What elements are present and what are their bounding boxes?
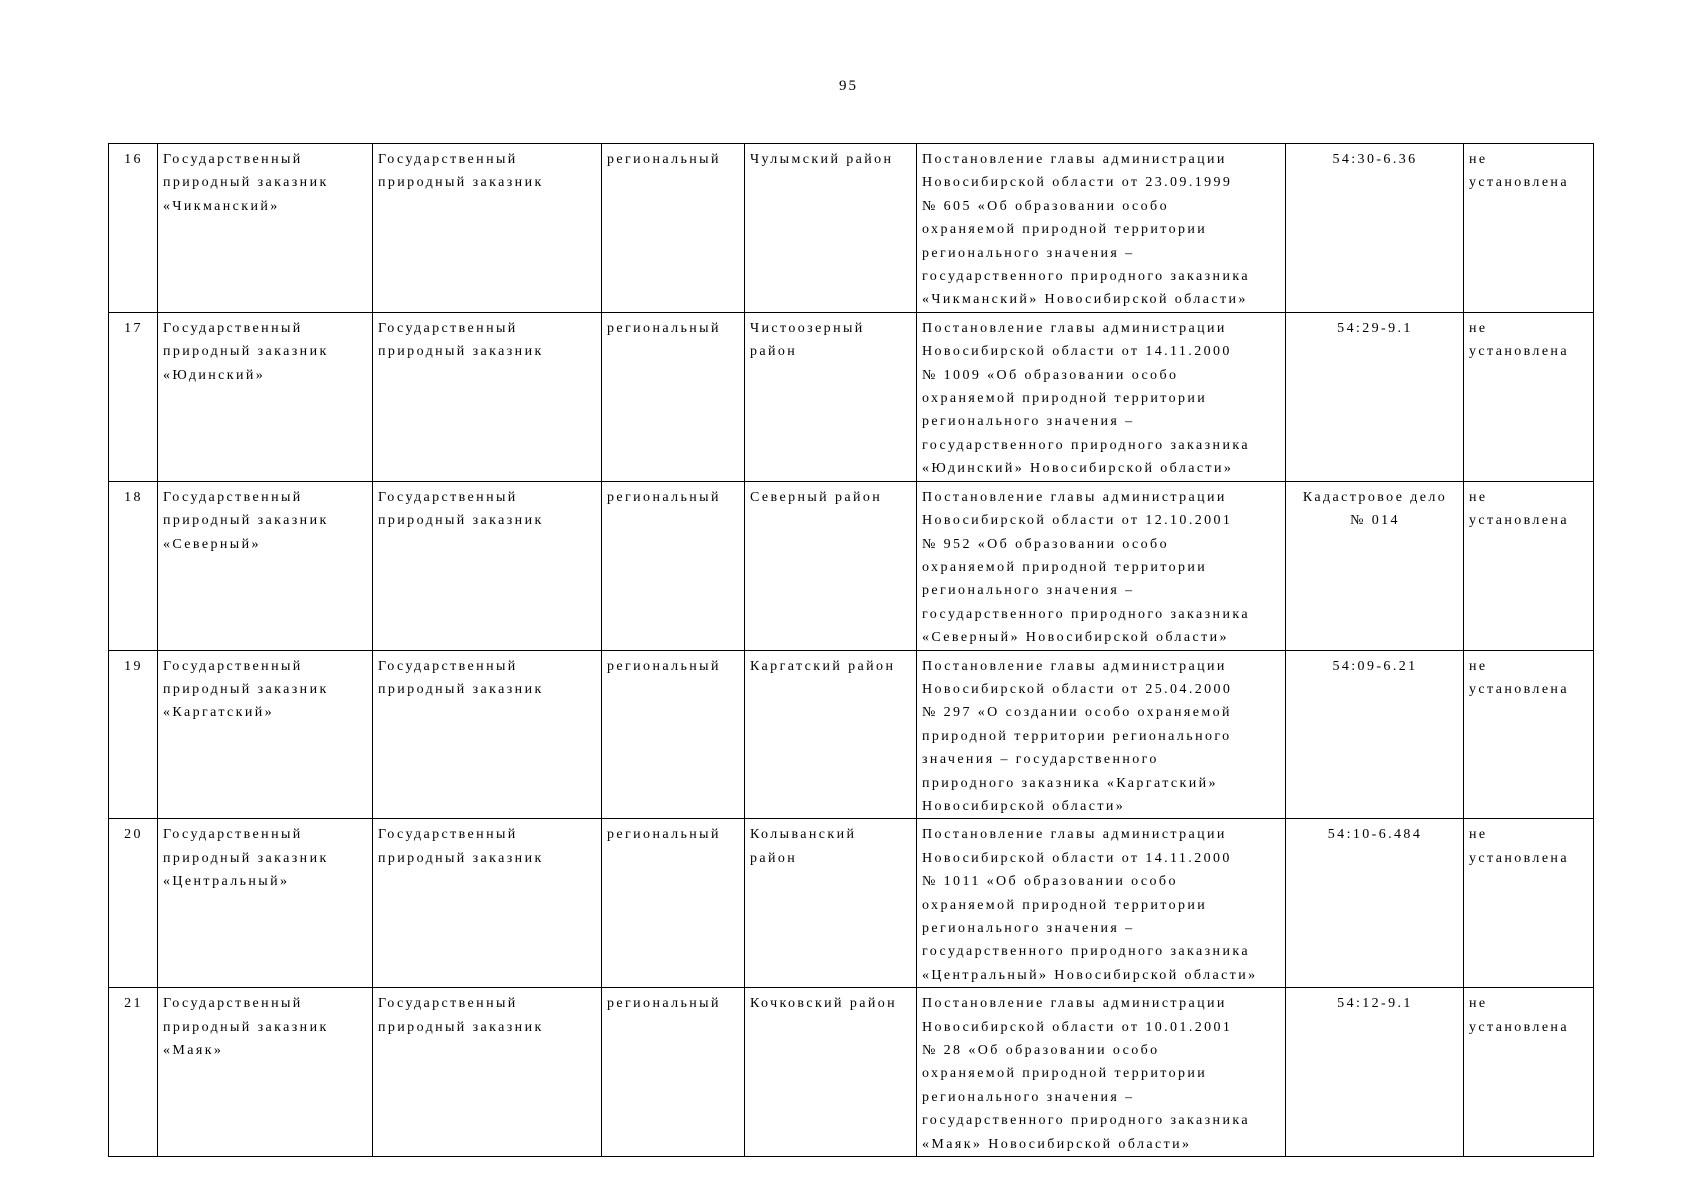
area-type-line: природный заказник [378,681,544,697]
area-name-line: «Северный» [163,536,261,552]
legal-document-line: регионального значения – [922,583,1135,599]
area-name-line: природный заказник [163,175,329,191]
legal-document-line: природной территории регионального [922,728,1232,744]
row-number-cell: 21 [109,988,158,1157]
protection-zone-line: установлена [1469,850,1569,866]
area-type-cell [373,819,602,988]
protection-zone-line: не [1469,827,1488,843]
legal-document-line: Новосибирской области от 10.01.2001 [922,1019,1233,1035]
legal-document-line: № 297 «О создании особо охраняемой [922,705,1232,721]
cadastral-number-line: 54:12-9.1 [1337,996,1413,1012]
legal-document-line: Новосибирской области от 12.10.2001 [922,513,1233,529]
protection-zone-line: не [1469,489,1488,505]
protection-zone-line: установлена [1469,513,1569,529]
area-type-line: природный заказник [378,175,544,191]
legal-document-line: значения – государственного [922,752,1159,768]
legal-document-line: регионального значения – [922,1089,1135,1105]
protection-zone-line: установлена [1469,681,1569,697]
legal-document-line: Постановление главы администрации [922,827,1227,843]
cadastral-number-cell [1286,819,1464,988]
location-line: Кочковский район [750,996,898,1012]
legal-document-line: охраняемой природной территории [922,391,1208,407]
area-name-cell [158,312,373,481]
protection-zone-line: установлена [1469,1019,1569,1035]
area-name-line: Государственный [163,152,303,167]
protection-zone-cell [1464,312,1594,481]
legal-document-line: «Северный» Новосибирской области» [922,630,1229,646]
page-number: 95 [839,78,858,94]
cadastral-number-line: 54:10-6.484 [1327,827,1423,843]
area-name-line: природный заказник [163,344,329,360]
row-number-cell: 18 [109,481,158,650]
legal-document-line: Новосибирской области от 25.04.2000 [922,681,1233,697]
row-number-cell: 20 [109,819,158,988]
legal-document-line: Новосибирской области от 14.11.2000 [922,344,1232,360]
legal-document-line: государственного природного заказника [922,269,1250,285]
location-cell [745,650,917,819]
table-row [109,819,1594,988]
legal-document-line: регионального значения – [922,414,1135,430]
protection-zone-cell [1464,988,1594,1157]
legal-document-line: охраняемой природной территории [922,559,1208,575]
area-type-cell [373,988,602,1157]
table-row [109,481,1594,650]
area-name-cell [158,819,373,988]
legal-document-line: № 1011 «Об образовании особо [922,874,1178,890]
area-name-line: природный заказник [163,850,329,866]
legal-document-line: Новосибирской области» [922,798,1126,814]
protection-zone-cell [1464,650,1594,819]
area-name-line: Государственный [163,996,303,1012]
location-line: Чулымский район [750,152,894,167]
legal-document-cell [917,312,1286,481]
area-type-line: природный заказник [378,513,544,529]
legal-document-line: «Юдинский» Новосибирской области» [922,461,1234,477]
significance-cell: региональный [602,650,745,819]
area-type-line: Государственный [378,827,518,843]
legal-document-line: № 605 «Об образовании особо [922,198,1169,214]
row-number-cell: 19 [109,650,158,819]
protection-zone-line: установлена [1469,175,1569,191]
row-number-cell: 16 [109,144,158,313]
area-name-line: «Маяк» [163,1043,224,1059]
legal-document-line: Постановление главы администрации [922,152,1227,167]
protection-zone-line: не [1469,658,1488,674]
area-name-line: Государственный [163,827,303,843]
area-type-line: Государственный [378,152,518,167]
legal-document-line: Постановление главы администрации [922,996,1227,1012]
legal-document-line: Новосибирской области от 14.11.2000 [922,850,1232,866]
legal-document-line: государственного природного заказника [922,1113,1250,1129]
area-name-line: природный заказник [163,1019,329,1035]
legal-document-line: охраняемой природной территории [922,222,1208,238]
cadastral-number-cell [1286,312,1464,481]
location-line: Чистоозерный [750,320,865,336]
area-type-cell [373,650,602,819]
area-name-cell [158,650,373,819]
legal-document-cell [917,144,1286,313]
legal-document-line: государственного природного заказника [922,606,1250,622]
area-type-line: Государственный [378,489,518,505]
protection-zone-cell [1464,819,1594,988]
protection-zone-line: установлена [1469,344,1569,360]
cadastral-number-line: 54:30-6.36 [1332,152,1418,167]
area-type-line: природный заказник [378,850,544,866]
protected-areas-table [108,143,1594,1157]
legal-document-line: Постановление главы администрации [922,320,1227,336]
location-line: Колыванский [750,827,857,843]
significance-cell: региональный [602,988,745,1157]
location-line: Северный район [750,489,883,505]
row-number-cell: 17 [109,312,158,481]
legal-document-line: охраняемой природной территории [922,1066,1208,1082]
protection-zone-cell [1464,481,1594,650]
area-name-cell [158,988,373,1157]
area-name-cell [158,481,373,650]
legal-document-line: государственного природного заказника [922,944,1250,960]
area-name-line: «Чикманский» [163,198,280,214]
cadastral-number-line: 54:09-6.21 [1332,658,1418,674]
area-type-line: природный заказник [378,1019,544,1035]
legal-document-cell [917,481,1286,650]
area-type-cell [373,481,602,650]
area-type-line: Государственный [378,320,518,336]
legal-document-line: Новосибирской области от 23.09.1999 [922,175,1233,191]
significance-cell: региональный [602,144,745,313]
table-row [109,312,1594,481]
location-line: район [750,344,798,360]
area-name-line: Государственный [163,658,303,674]
legal-document-line: № 1009 «Об образовании особо [922,367,1179,383]
protection-zone-line: не [1469,996,1488,1012]
protection-zone-line: не [1469,320,1488,336]
cadastral-number-line: № 014 [1350,513,1400,529]
legal-document-line: № 28 «Об образовании особо [922,1043,1160,1059]
cadastral-number-cell [1286,650,1464,819]
area-type-line: Государственный [378,996,518,1012]
legal-document-cell [917,650,1286,819]
legal-document-line: охраняемой природной территории [922,897,1208,913]
legal-document-cell [917,819,1286,988]
legal-document-line: «Центральный» Новосибирской области» [922,967,1258,983]
area-name-line: природный заказник [163,513,329,529]
area-type-line: Государственный [378,658,518,674]
protection-zone-line: не [1469,152,1488,167]
area-type-line: природный заказник [378,344,544,360]
legal-document-line: № 952 «Об образовании особо [922,536,1169,552]
cadastral-number-cell [1286,144,1464,313]
legal-document-cell [917,988,1286,1157]
legal-document-line: государственного природного заказника [922,437,1250,453]
area-name-line: Государственный [163,320,303,336]
legal-document-line: «Чикманский» Новосибирской области» [922,292,1248,308]
cadastral-number-cell [1286,481,1464,650]
area-name-line: «Каргатский» [163,705,275,721]
legal-document-line: природного заказника «Каргатский» [922,775,1218,791]
table-row [109,650,1594,819]
significance-cell: региональный [602,481,745,650]
location-cell [745,312,917,481]
location-cell [745,988,917,1157]
location-cell [745,144,917,313]
location-cell [745,819,917,988]
significance-cell: региональный [602,312,745,481]
cadastral-number-cell [1286,988,1464,1157]
cadastral-number-line: 54:29-9.1 [1337,320,1413,336]
table-row [109,144,1594,313]
area-type-cell [373,312,602,481]
legal-document-line: Постановление главы администрации [922,489,1227,505]
area-name-line: природный заказник [163,681,329,697]
area-name-line: Государственный [163,489,303,505]
area-name-line: «Юдинский» [163,367,266,383]
significance-cell: региональный [602,819,745,988]
legal-document-line: Постановление главы администрации [922,658,1227,674]
legal-document-line: «Маяк» Новосибирской области» [922,1136,1192,1152]
table-body [109,144,1594,1157]
area-name-cell [158,144,373,313]
cadastral-number-line: Кадастровое дело [1302,489,1448,505]
area-type-cell [373,144,602,313]
legal-document-line: регионального значения – [922,921,1135,936]
protection-zone-cell [1464,144,1594,313]
table-row [109,988,1594,1157]
location-cell [745,481,917,650]
location-line: район [750,850,798,866]
area-name-line: «Центральный» [163,874,290,890]
legal-document-line: регионального значения – [922,245,1135,261]
location-line: Каргатский район [750,658,896,674]
